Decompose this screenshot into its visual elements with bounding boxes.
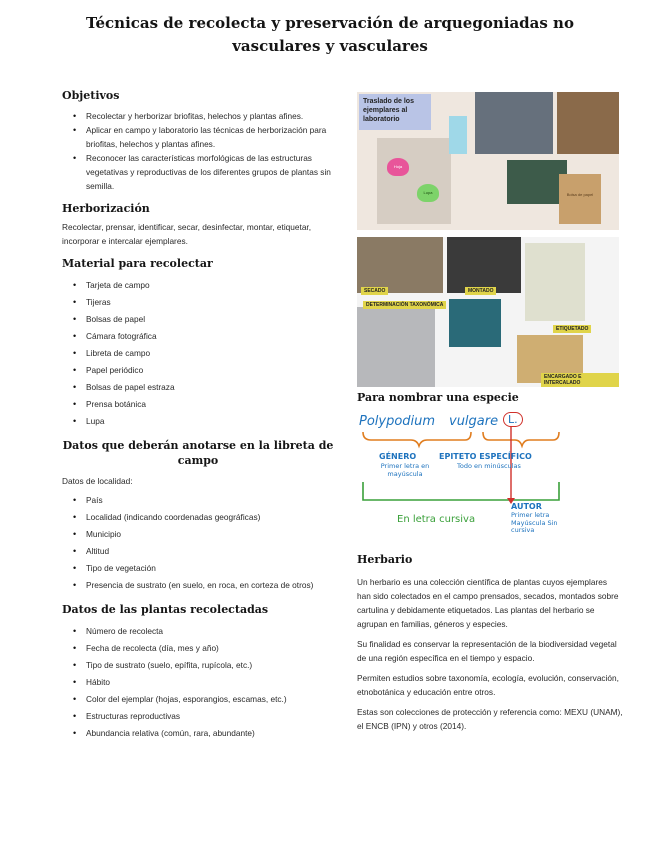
species-name-diagram xyxy=(357,410,623,540)
cursiva-label: En letra cursiva xyxy=(397,514,476,525)
epithet-text: vulgare xyxy=(449,414,499,429)
photo-label xyxy=(449,299,501,347)
list-item: • Bolsas de papel xyxy=(62,311,334,328)
heart-sticker-pink xyxy=(387,158,409,176)
traslado-label: Traslado de los ejemplares al laboratorio xyxy=(363,98,414,123)
genero-label: GÉNERO xyxy=(379,452,417,461)
tag-encargado: ENCARGADO E INTERCALADO xyxy=(541,373,619,387)
epiteto-desc: Todo en minúsculas xyxy=(457,462,521,470)
traslado-label-box xyxy=(359,94,431,130)
tag-montado: MONTADO xyxy=(465,287,496,295)
epiteto-label: EPITETO ESPECÍFICO xyxy=(439,452,532,461)
traslado-photo-collage xyxy=(357,92,619,230)
list-item: • Color del ejemplar (hojas, esporangios, escamas, etc.) xyxy=(62,691,334,708)
list-item: • Tipo de vegetación xyxy=(62,560,334,577)
tag-determinacion: DETERMINACIÓN TAXONÓMICA xyxy=(363,301,446,309)
genero-desc: Primer letra en mayúscula xyxy=(380,462,430,478)
list-item: • Tipo de sustrato (suelo, epífita, rupícola, etc.) xyxy=(62,657,334,674)
list-item: • Localidad (indicando coordenadas geográficas) xyxy=(62,509,334,526)
herborizacion-text: Recolectar, prensar, identificar, secar, desinfectar, montar, etiquetar, incorporar e intercalar ejemplares. xyxy=(62,222,312,246)
datos-libreta-list xyxy=(62,492,334,594)
bracket-genus xyxy=(363,432,471,446)
tag-secado: SECADO xyxy=(361,287,388,295)
photo-lab xyxy=(475,92,553,154)
herbario-section xyxy=(357,552,623,733)
list-item: • Estructuras reproductivas xyxy=(62,708,334,725)
list-item: • Bolsas de papel estraza xyxy=(62,379,334,396)
herbario-paragraph: Un herbario es una colección científica de plantas cuyos ejemplares han sido colectados en el campo prensados, secados, montados sobre cartulina y debidamente etiquetados. Las plantas del herbario se agrupan en familias, géneros y especies. xyxy=(357,577,619,629)
herbario-heading: Herbario xyxy=(357,553,413,566)
datos-libreta-heading: Datos que deberán anotarse en la libreta de campo xyxy=(62,439,334,467)
herbario-paragraph: Permiten estudios sobre taxonomía, ecología, evolución, conservación, etnobotánica y educación entre otros. xyxy=(357,673,619,697)
list-item: • Fecha de recolecta (día, mes y año) xyxy=(62,640,334,657)
list-item: • Abundancia relativa (común, rara, abundante) xyxy=(62,725,334,742)
autor-desc: Primer letra Mayúscula Sin cursiva xyxy=(511,511,558,534)
datos-plantas-heading: Datos de las plantas recolectadas xyxy=(62,603,269,616)
list-item: • Tarjeta de campo xyxy=(62,277,334,294)
list-item: • Lupa xyxy=(62,413,334,430)
photo-specimen xyxy=(525,243,585,321)
list-item: • País xyxy=(62,492,334,509)
photo-microscope xyxy=(357,307,435,387)
datos-plantas-list xyxy=(62,623,334,742)
herbario-paragraph: Estas son colecciones de protección y referencia como: MEXU (UNAM), el ENCB (IPN) y otros (2014). xyxy=(357,707,623,731)
list-item: • Altitud xyxy=(62,543,334,560)
author-mark: L. xyxy=(503,412,523,427)
photo-mounting xyxy=(447,237,521,293)
list-item: • Cámara fotográfica xyxy=(62,328,334,345)
paper-bag xyxy=(559,174,601,224)
left-column xyxy=(62,88,334,742)
paper-bag-label: Bolsa de papel xyxy=(566,192,594,197)
list-item: • Libreta de campo xyxy=(62,345,334,362)
list-item: • Recolectar y herborizar briofitas, helechos y plantas afines. xyxy=(62,109,334,123)
list-item: • Aplicar en campo y laboratorio las técnicas de herborización para briofitas, helechos y plantas afines. xyxy=(62,123,334,151)
heart-sticker-green xyxy=(417,184,439,202)
material-heading: Material para recolectar xyxy=(62,257,213,270)
list-item: • Hábito xyxy=(62,674,334,691)
list-item: • Reconocer las características morfológicas de las estructuras vegetativas y reproductivas de los diferentes grupos de plantas sin semilla. xyxy=(62,151,334,193)
datos-libreta-intro: Datos de localidad: xyxy=(62,476,133,486)
photo-notes xyxy=(377,138,451,224)
herborizacion-heading: Herborización xyxy=(62,202,150,215)
autor-label: AUTOR xyxy=(511,502,542,511)
especie-heading: Para nombrar una especie xyxy=(357,391,519,404)
list-item: • Número de recolecta xyxy=(62,623,334,640)
list-item: • Municipio xyxy=(62,526,334,543)
list-item: • Tijeras xyxy=(62,294,334,311)
herbario-paragraph: Su finalidad es conservar la representación de la biodiversidad vegetal de una región específica en el tiempo y espacio. xyxy=(357,639,617,663)
heart-label: Lupa xyxy=(423,190,433,195)
material-list xyxy=(62,277,334,430)
list-item: • Presencia de sustrato (en suelo, en roca, en corteza de otros) xyxy=(62,577,334,594)
tag-etiquetado: ETIQUETADO xyxy=(553,325,591,333)
photo-blue-item xyxy=(449,116,467,154)
list-item: • Papel periódico xyxy=(62,362,334,379)
list-item: • Prensa botánica xyxy=(62,396,334,413)
photo-boxes xyxy=(557,92,619,154)
objetivos-list xyxy=(62,109,334,193)
photo-collector xyxy=(507,160,567,204)
process-photo-collage xyxy=(357,237,619,387)
heart-label: Hoja xyxy=(393,164,403,169)
page-title: Técnicas de recolecta y preservación de arquegoniadas no vasculares y vasculares xyxy=(86,14,574,55)
photo-drying xyxy=(357,237,443,293)
objetivos-heading: Objetivos xyxy=(62,89,120,102)
bracket-cursive xyxy=(363,482,559,500)
bracket-epithet xyxy=(483,432,559,446)
genus-text: Polypodium xyxy=(359,414,436,429)
